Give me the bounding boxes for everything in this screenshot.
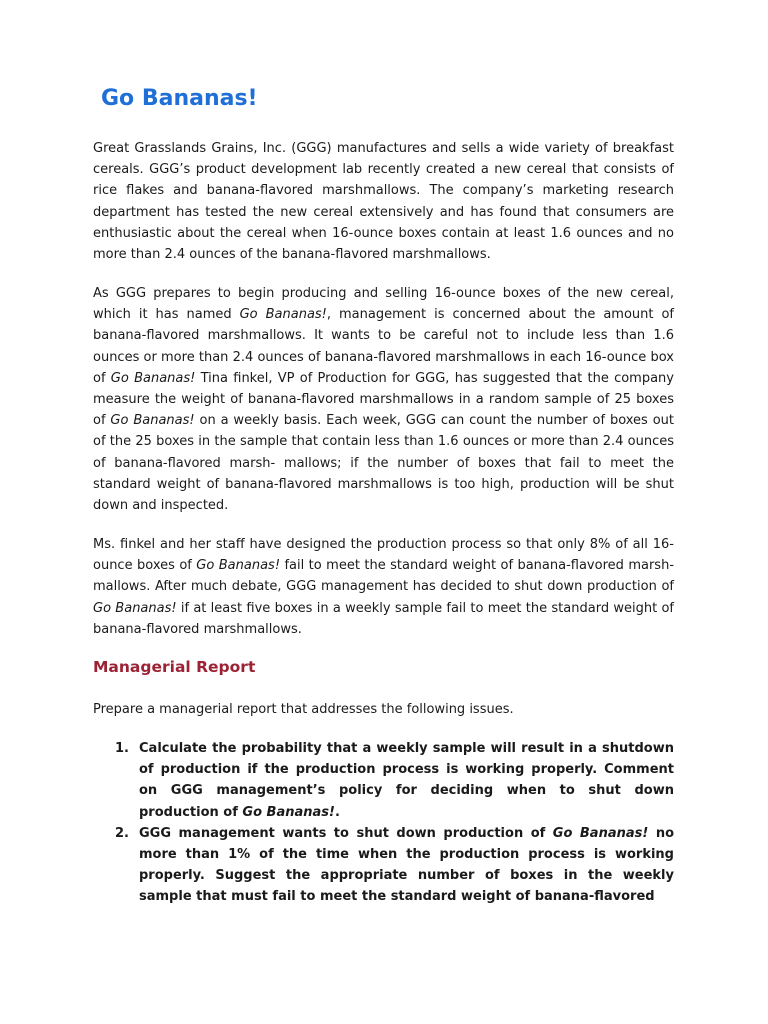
paragraph-production-concern [93,283,674,516]
report-intro: Prepare a managerial report that addresses the following issues. [93,702,514,717]
task-item [93,823,674,908]
text-run: As GGG prepares to begin producing and selling 16-ounce boxes of the new cereal, which it has named [93,286,674,323]
text-run: Calculate the probability that a weekly sample will result in a shutdown of production if the production process is working properly. Comment on GGG management’s policy for deciding when to shut down production of [139,741,674,820]
paragraph-shutdown-policy [93,534,674,640]
task-number: 1. [115,741,129,756]
text-run: if at least five boxes in a weekly sample fail to meet the standard weight of banana-flavored marshmallows. [93,600,674,637]
task-list [93,738,674,908]
text-run: . [334,804,340,820]
document-title: Go Bananas! [101,86,258,111]
product-name: Go Bananas! [552,825,649,841]
product-name: Go Bananas! [239,307,327,323]
task-number: 2. [115,825,129,841]
text-run: GGG management wants to shut down production of [139,825,553,841]
text-run: , management is concerned about the amount of banana-flavored marshmallows. It wants to be careful not to include less than 1.6 ounces or more than 2.4 ounces of banana-flavored marshmallows in each 16-ounce box of [93,307,674,386]
product-name: Go Bananas! [196,558,281,574]
text-run: fail to meet the standard weight of banana-flavored marsh- mallows. After much debate, GGG management has decided to shut down production of [93,558,675,595]
product-name: Go Bananas! [242,804,335,820]
task-item [93,738,674,823]
product-name: Go Bananas! [110,413,195,429]
text-run: on a weekly basis. Each week, GGG can count the number of boxes out of the 25 boxes in the sample that contain less than 1.6 ounces or more than 2.4 ounces of banana-flavored marsh- mallows; if the number of boxes that fail to meet the standard weight of banana-flavored marshmallows is too high, production will be shut down and inspected. [93,413,674,514]
text-run: Ms. finkel and her staff have designed the production process so that only 8% of all 16-ounce boxes of [93,537,674,574]
section-heading-managerial-report: Managerial Report [93,658,256,676]
paragraph-intro: Great Grasslands Grains, Inc. (GGG) manufactures and sells a wide variety of breakfast cereals. GGG’s product development lab recently created a new cereal that consists of rice flakes and banana-flavored marshmallows. The company’s marketing research department has tested the new cereal extensively and has found that consumers are enthusiastic about the cereal when 16-ounce boxes contain at least 1.6 ounces and no more than 2.4 ounces of the banana-flavored marshmallows. [93,141,674,263]
product-name: Go Bananas! [110,370,196,386]
text-run: Tina finkel, VP of Production for GGG, has suggested that the company measure the weight of banana-flavored marshmallows in a random sample of 25 boxes of [93,370,674,429]
text-run: no more than 1% of the time when the production process is working properly. Suggest the appropriate number of boxes in the weekly sample that must fail to meet the standard weight of banana-flavored [139,825,675,905]
product-name: Go Bananas! [93,600,177,616]
